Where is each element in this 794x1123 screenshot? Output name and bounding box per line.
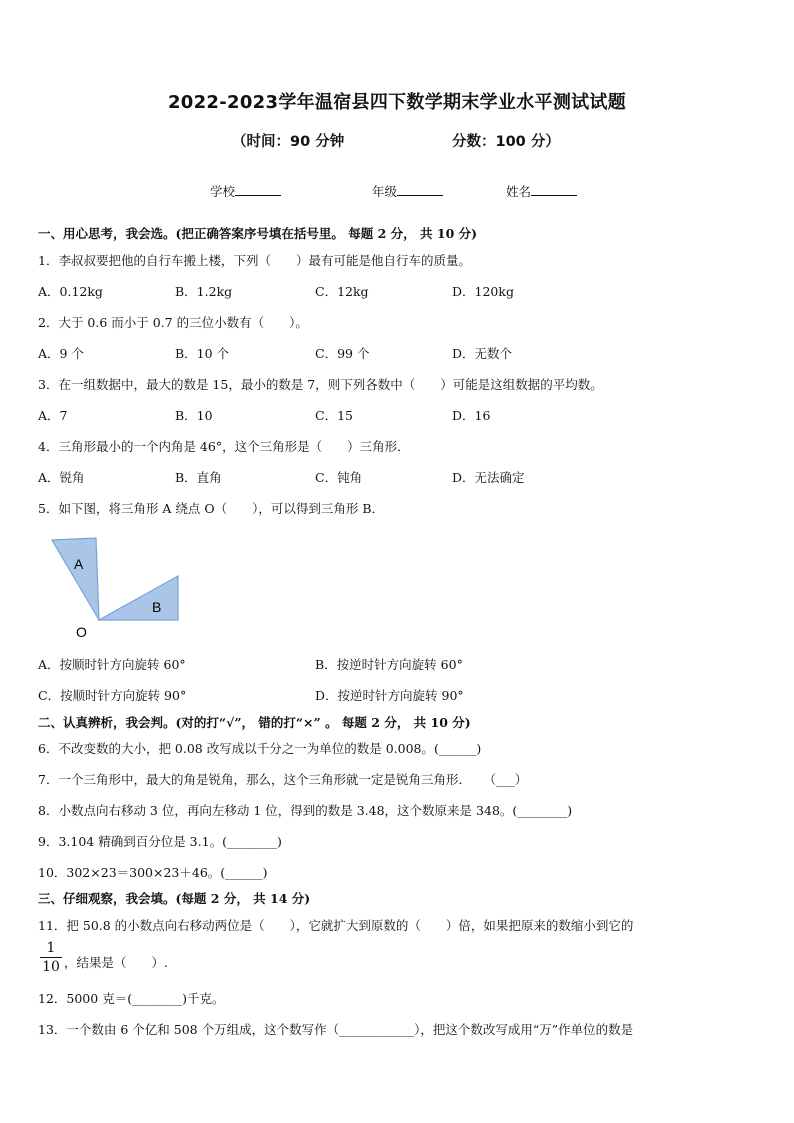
question-9: 9．3.104 精确到百分位是 3.1。(________) [38, 834, 282, 849]
time-label: （时间：90 分钟 [232, 134, 345, 150]
question-10: 10．302×23＝300×23＋46。(______) [38, 865, 268, 880]
q3-option-b: B．10 [175, 408, 213, 423]
grade-blank [397, 183, 443, 196]
triangle-b-label: B [152, 599, 162, 615]
school-blank [235, 183, 281, 196]
q5-option-c: C．按顺时针方向旋转 90° [38, 688, 187, 703]
point-o-label: O [76, 624, 87, 640]
section-1-heading: 一、用心思考，我会选。(把正确答案序号填在括号里。 每题 2 分， 共 10 分) [38, 226, 478, 241]
q2-option-c: C．99 个 [315, 346, 370, 361]
name-label: 姓名 [506, 184, 532, 199]
section-3-heading: 三、仔细观察，我会填。(每题 2 分， 共 14 分) [38, 891, 311, 906]
q1-option-d: D．120kg [452, 284, 514, 299]
question-7: 7．一个三角形中，最大的角是锐角，那么，这个三角形就一定是锐角三角形． （___） [38, 772, 528, 787]
question-2: 2．大于 0.6 而小于 0.7 的三位小数有（ ）。 [38, 315, 308, 330]
q4-option-b: B．直角 [175, 470, 222, 485]
section-2-heading: 二、认真辨析，我会判。(对的打“√”， 错的打“×” 。 每题 2 分， 共 10 分) [38, 715, 471, 730]
q2-option-a: A．9 个 [38, 346, 84, 361]
name-blank [531, 183, 577, 196]
triangle-a [52, 538, 99, 620]
q3-option-a: A．7 [38, 408, 68, 423]
question-11-continued: ，结果是（ ）. [64, 955, 168, 970]
fraction-numerator: 1 [40, 940, 62, 958]
q1-option-b: B．1.2kg [175, 284, 233, 299]
question-5: 5．如下图，将三角形 A 绕点 O（ ），可以得到三角形 B． [38, 501, 385, 516]
question-1: 1．李叔叔要把他的自行车搬上楼，下列（ ）最有可能是他自行车的质量。 [38, 253, 471, 268]
question-11: 11．把 50.8 的小数点向右移动两位是（ ），它就扩大到原数的（ ）倍，如果把原来的数缩小到它的 [38, 918, 634, 933]
q5-option-a: A．按顺时针方向旋转 60° [38, 657, 186, 672]
rotation-figure [44, 535, 194, 645]
page-title: 2022-2023学年温宿县四下数学期末学业水平测试试题 [167, 92, 627, 113]
question-13: 13．一个数由 6 个亿和 508 个万组成，这个数写作（____________），把这个数改写成用“万”作单位的数是 [38, 1022, 634, 1037]
q1-option-c: C．12kg [315, 284, 369, 299]
triangle-a-label: A [74, 556, 84, 572]
question-6: 6．不改变数的大小，把 0.08 改写成以千分之一为单位的数是 0.008。(______) [38, 741, 482, 756]
question-4: 4．三角形最小的一个内角是 46°，这个三角形是（ ）三角形． [38, 439, 410, 454]
q2-option-b: B．10 个 [175, 346, 230, 361]
school-label: 学校 [210, 184, 236, 199]
q3-option-c: C．15 [315, 408, 353, 423]
fraction-denominator: 10 [42, 959, 60, 975]
score-label: 分数：100 分） [452, 134, 560, 150]
q2-option-d: D．无数个 [452, 346, 513, 361]
q5-option-b: B．按逆时针方向旋转 60° [315, 657, 463, 672]
question-12: 12．5000 克＝(________)千克。 [38, 991, 225, 1006]
name-field [506, 182, 577, 200]
grade-field [372, 182, 443, 200]
q4-option-c: C．钝角 [315, 470, 363, 485]
q4-option-d: D．无法确定 [452, 470, 525, 485]
question-3: 3．在一组数据中，最大的数是 15，最小的数是 7，则下列各数中（ ）可能是这组数据的平均数。 [38, 377, 603, 392]
q4-option-a: A．锐角 [38, 470, 85, 485]
q1-option-a: A．0.12kg [38, 284, 103, 299]
triangle-b [99, 576, 178, 620]
school-field [210, 182, 281, 200]
fraction-one-tenth [40, 940, 62, 975]
question-8: 8．小数点向右移动 3 位，再向左移动 1 位，得到的数是 3.48，这个数原来是 348。(________) [38, 803, 573, 818]
q3-option-d: D．16 [452, 408, 491, 423]
grade-label: 年级 [372, 184, 398, 199]
q5-option-d: D．按逆时针方向旋转 90° [315, 688, 464, 703]
